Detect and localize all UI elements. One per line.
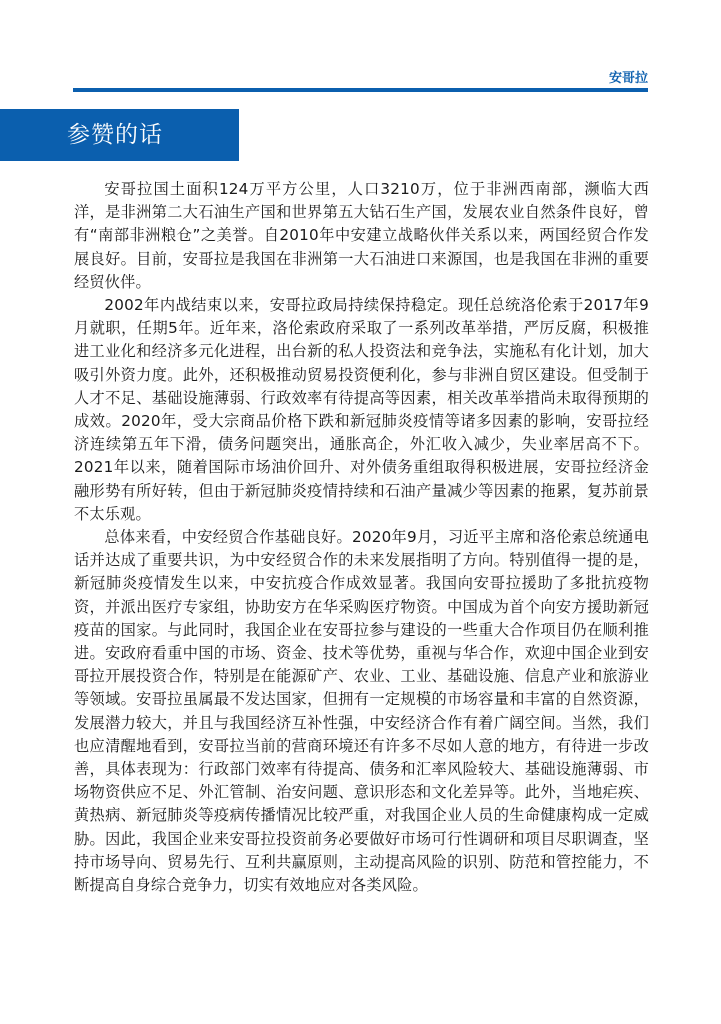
body-text (74, 178, 649, 897)
paragraph: 安哥拉国土面积124万平方公里，人口3210万，位于非洲西南部，濒临大西洋，是非洲第二大石油生产国和世界第五大钻石生产国，发展农业自然条件良好，曾有“南部非洲粮仓”之美誉。自2010年中安建立战略伙伴关系以来，两国经贸合作发展良好。目前，安哥拉是我国在非洲第一大石油进口来源国，也是我国在非洲的重要经贸伙伴。 (74, 180, 649, 291)
header-country-label: 安哥拉 (608, 71, 648, 86)
paragraph: 总体来看，中安经贸合作基础良好。2020年9月，习近平主席和洛伦索总统通电话并达成了重要共识，为中安经贸合作的未来发展指明了方向。特别值得一提的是，新冠肺炎疫情发生以来，中安抗疫合作成效显著。我国向安哥拉援助了多批抗疫物资，并派出医疗专家组，协助安方在华采购医疗物资。中国成为首个向安方援助新冠疫苗的国家。与此同时，我国企业在安哥拉参与建设的一些重大合作项目仍在顺利推进。安政府看重中国的市场、资金、技术等优势，重视与华合作，欢迎中国企业到安哥拉开展投资合作，特别是在能源矿产、农业、工业、基础设施、信息产业和旅游业等领域。安哥拉虽属最不发达国家，但拥有一定规模的市场容量和丰富的自然资源，发展潜力较大，并且与我国经济互补性强，中安经济合作有着广阔空间。当然，我们也应清醒地看到，安哥拉当前的营商环境还有许多不尽如人意的地方，有待进一步改善，具体表现为：行政部门效率有待提高、债务和汇率风险较大、基础设施薄弱、市场物资供应不足、外汇管制、治安问题、意识形态和文化差异等。此外，当地疟疾、黄热病、新冠肺炎等疫病传播情况比较严重，对我国企业人员的生命健康构成一定威胁。因此，我国企业来安哥拉投资前务必要做好市场可行性调研和项目尽职调查，坚持市场导向、贸易先行、互利共赢原则，主动提高风险的识别、防范和管控能力，不断提高自身综合竞争力，切实有效地应对各类风险。 (74, 528, 649, 895)
header-divider (73, 88, 648, 92)
section-title: 参赞的话 (0, 109, 239, 161)
paragraph: 2002年内战结束以来，安哥拉政局持续保持稳定。现任总统洛伦索于2017年9月就职，任期5年。近年来，洛伦索政府采取了一系列改革举措，严厉反腐，积极推进工业化和经济多元化进程，出台新的私人投资法和竞争法，实施私有化计划，加大吸引外资力度。此外，还积极推动贸易投资便利化，参与非洲自贸区建设。但受制于人才不足、基础设施薄弱、行政效率有待提高等因素，相关改革举措尚未取得预期的成效。2020年，受大宗商品价格下跌和新冠肺炎疫情等诸多因素的影响，安哥拉经济连续第五年下滑，债务问题突出，通胀高企，外汇收入减少，失业率居高不下。2021年以来，随着国际市场油价回升、对外债务重组取得积极进展，安哥拉经济金融形势有所好转，但由于新冠肺炎疫情持续和石油产量减少等因素的拖累，复苏前景不太乐观。 (74, 296, 649, 523)
